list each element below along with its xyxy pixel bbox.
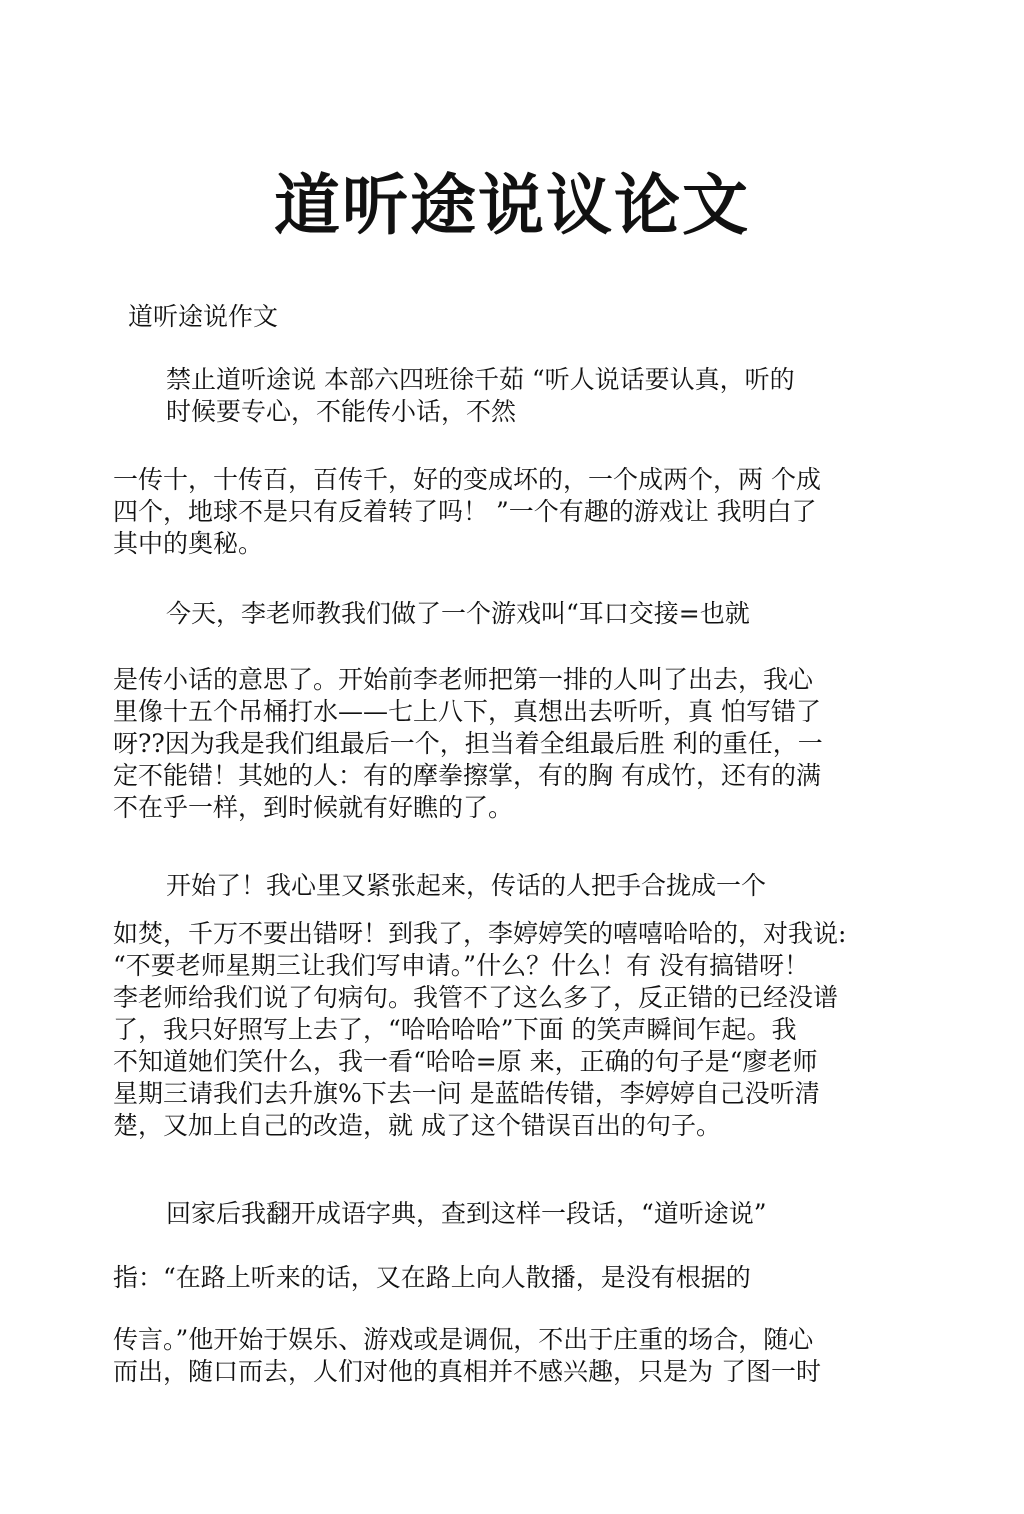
paragraph-2: 一传十，十传百，百传千，好的变成坏的，一个成两个，两 个成 四个，地球不是只有反着转了吗！ ”一个有趣的游戏让 我明白了 其中的奥秘。 — [113, 465, 821, 558]
paragraph-1: 禁止道听途说 本部六四班徐千茹 “听人说话要认真，听的 时候要专心，不能传小话，不然 — [166, 365, 795, 426]
paragraph-8: 指：“在路上听来的话，又在路上向人散播，是没有根据的 — [113, 1263, 751, 1292]
paragraph-4: 是传小话的意思了。开始前李老师把第一排的人叫了出去，我心 里像十五个吊桶打水——七上八下，真想出去听听，真 怕写错了 呀??因为我是我们组最后一个，担当着全组最后胜 利的重任，一 定不能错！其她的人：有的摩拳擦掌，有的胸 有成竹，还有的满 不在乎一样，到时候就有好瞧的了。 — [113, 665, 823, 822]
paragraph-7: 回家后我翻开成语字典，查到这样一段话，“道听途说” — [166, 1199, 767, 1228]
paragraph-5: 开始了！我心里又紧张起来，传话的人把手合拢成一个 — [166, 871, 767, 900]
paragraph-9: 传言。”他开始于娱乐、游戏或是调侃，不出于庄重的场合，随心 而出，随口而去，人们对他的真相并不感兴趣，只是为 了图一时 — [113, 1325, 821, 1386]
document-subtitle: 道听途说作文 — [128, 302, 279, 331]
document-title: 道听途说议论文 — [274, 167, 750, 244]
paragraph-3: 今天，李老师教我们做了一个游戏叫“耳口交接=也就 — [166, 599, 750, 628]
paragraph-6: 如焚，千万不要出错呀！到我了，李婷婷笑的嘻嘻哈哈的，对我说: “不要老师星期三让我们写申请。”什么？什么！有 没有搞错呀！ 李老师给我们说了句病句。我管不了这么多了，反正错的已经没谱 了，我只好照写上去了，“哈哈哈哈”下面 的笑声瞬间乍起。我 不知道她们笑什么，我一看“哈哈=原 来，正确的句子是“廖老师 星期三请我们去升旗%下去一问 是蓝皓传错，李婷婷自己没听清 楚，又加上自己的改造，就 成了这个错误百出的句子。 — [113, 919, 847, 1140]
